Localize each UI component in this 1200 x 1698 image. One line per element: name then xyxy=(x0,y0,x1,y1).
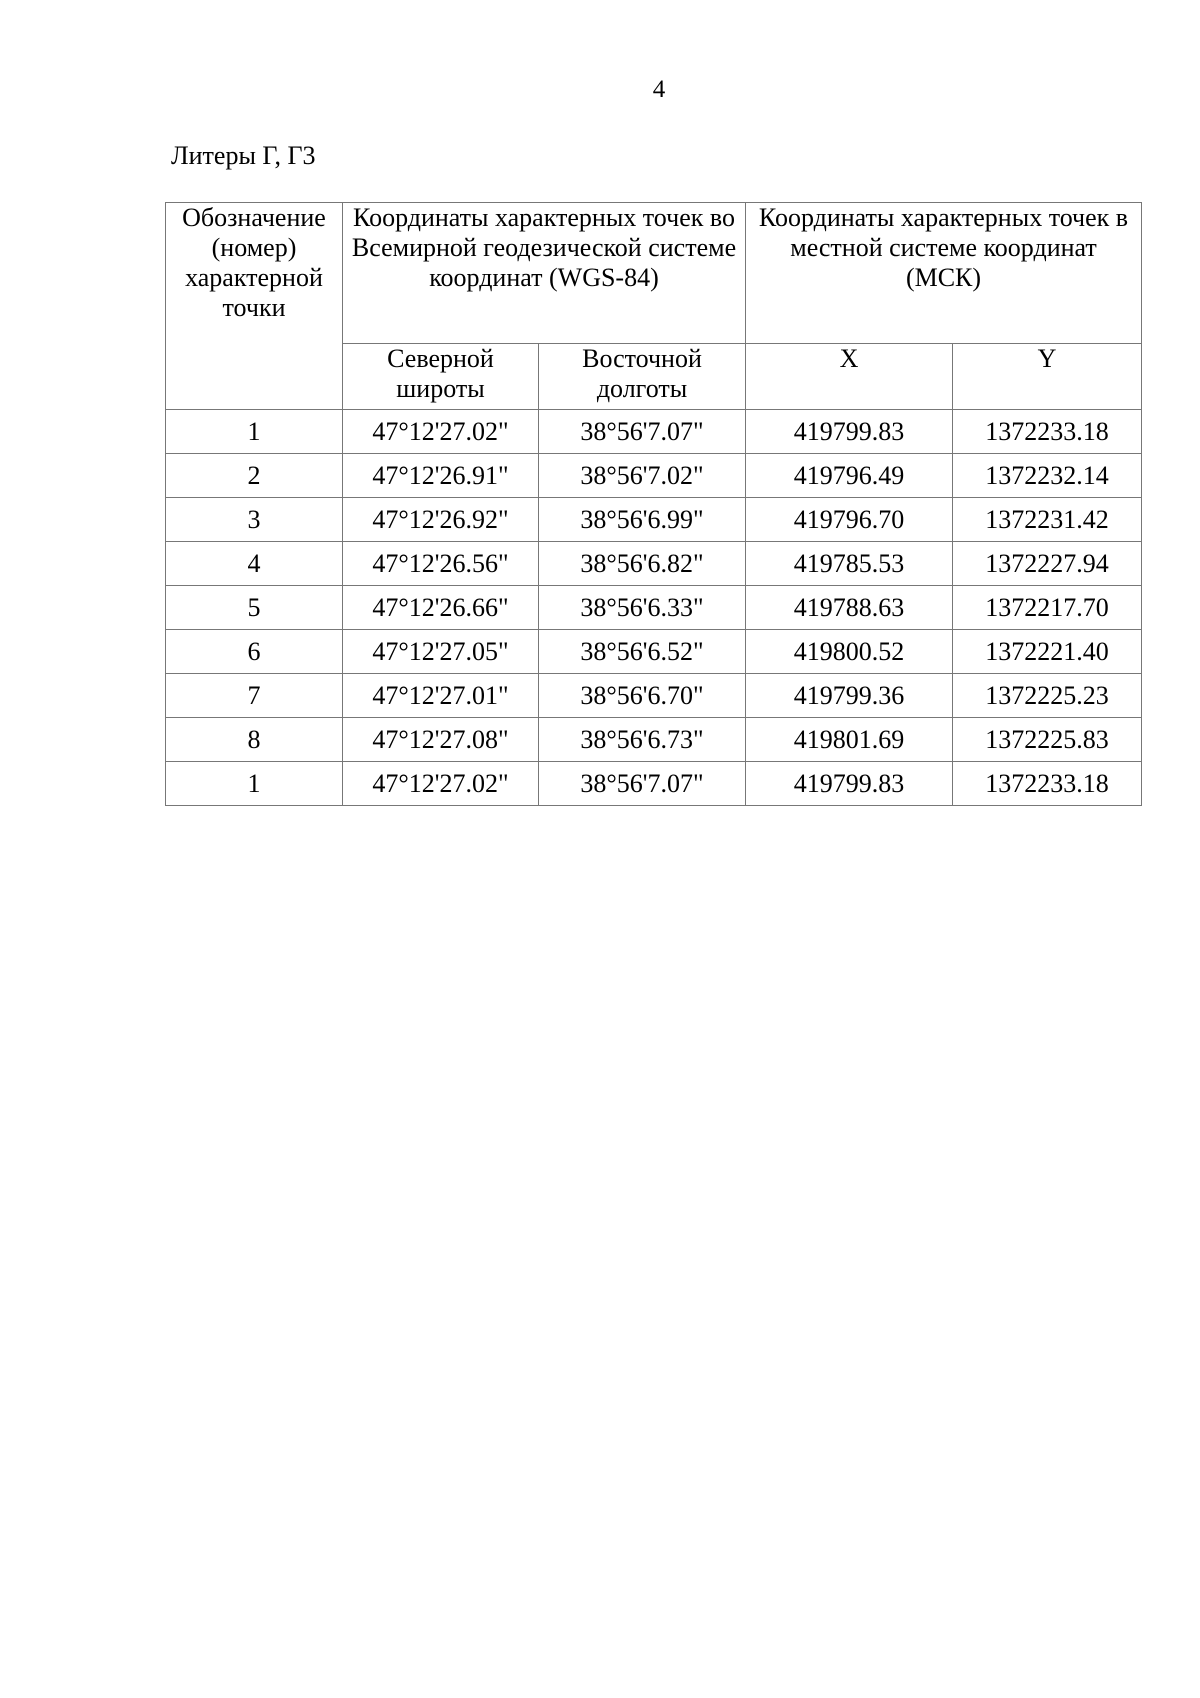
y-cell: 1372232.14 xyxy=(953,454,1142,498)
point-number-cell: 4 xyxy=(166,542,343,586)
header-wgs84-coordinates: Координаты характерных точек во Всемирной геодезической системе координат (WGS-84) xyxy=(343,203,746,344)
header-north-latitude: Северной широты xyxy=(343,344,539,410)
longitude-cell: 38°56'6.99" xyxy=(539,498,746,542)
y-cell: 1372217.70 xyxy=(953,586,1142,630)
x-cell: 419800.52 xyxy=(746,630,953,674)
y-cell: 1372233.18 xyxy=(953,410,1142,454)
longitude-cell: 38°56'6.82" xyxy=(539,542,746,586)
point-number-cell: 1 xyxy=(166,410,343,454)
y-cell: 1372221.40 xyxy=(953,630,1142,674)
table-row xyxy=(166,454,1142,498)
longitude-cell: 38°56'6.52" xyxy=(539,630,746,674)
table-row xyxy=(166,674,1142,718)
y-cell: 1372231.42 xyxy=(953,498,1142,542)
table-row xyxy=(166,630,1142,674)
point-number-cell: 1 xyxy=(166,762,343,806)
x-cell: 419799.83 xyxy=(746,762,953,806)
header-y: Y xyxy=(953,344,1142,410)
header-x: X xyxy=(746,344,953,410)
longitude-cell: 38°56'7.07" xyxy=(539,410,746,454)
header-east-longitude: Восточной долготы xyxy=(539,344,746,410)
table-row xyxy=(166,586,1142,630)
latitude-cell: 47°12'27.01" xyxy=(343,674,539,718)
x-cell: 419801.69 xyxy=(746,718,953,762)
y-cell: 1372233.18 xyxy=(953,762,1142,806)
y-cell: 1372227.94 xyxy=(953,542,1142,586)
latitude-cell: 47°12'26.56" xyxy=(343,542,539,586)
latitude-cell: 47°12'27.02" xyxy=(343,410,539,454)
latitude-cell: 47°12'26.92" xyxy=(343,498,539,542)
point-number-cell: 6 xyxy=(166,630,343,674)
page-number: 4 xyxy=(652,76,666,103)
y-cell: 1372225.23 xyxy=(953,674,1142,718)
point-number-cell: 2 xyxy=(166,454,343,498)
header-point-designation: Обозначение (номер) характерной точки xyxy=(166,203,343,410)
table-row xyxy=(166,542,1142,586)
latitude-cell: 47°12'27.02" xyxy=(343,762,539,806)
x-cell: 419799.36 xyxy=(746,674,953,718)
x-cell: 419788.63 xyxy=(746,586,953,630)
x-cell: 419785.53 xyxy=(746,542,953,586)
latitude-cell: 47°12'27.08" xyxy=(343,718,539,762)
longitude-cell: 38°56'6.70" xyxy=(539,674,746,718)
header-msk-coordinates: Координаты характерных точек в местной системе координат (МСК) xyxy=(746,203,1142,344)
longitude-cell: 38°56'6.33" xyxy=(539,586,746,630)
latitude-cell: 47°12'26.66" xyxy=(343,586,539,630)
table-row xyxy=(166,410,1142,454)
point-number-cell: 3 xyxy=(166,498,343,542)
longitude-cell: 38°56'7.07" xyxy=(539,762,746,806)
point-number-cell: 7 xyxy=(166,674,343,718)
table-row xyxy=(166,718,1142,762)
latitude-cell: 47°12'27.05" xyxy=(343,630,539,674)
point-number-cell: 5 xyxy=(166,586,343,630)
table-row xyxy=(166,762,1142,806)
section-title: Литеры Г, Г3 xyxy=(171,141,316,170)
x-cell: 419796.70 xyxy=(746,498,953,542)
longitude-cell: 38°56'7.02" xyxy=(539,454,746,498)
table-row xyxy=(166,498,1142,542)
x-cell: 419796.49 xyxy=(746,454,953,498)
latitude-cell: 47°12'26.91" xyxy=(343,454,539,498)
y-cell: 1372225.83 xyxy=(953,718,1142,762)
coordinates-table xyxy=(165,202,1142,806)
x-cell: 419799.83 xyxy=(746,410,953,454)
point-number-cell: 8 xyxy=(166,718,343,762)
longitude-cell: 38°56'6.73" xyxy=(539,718,746,762)
